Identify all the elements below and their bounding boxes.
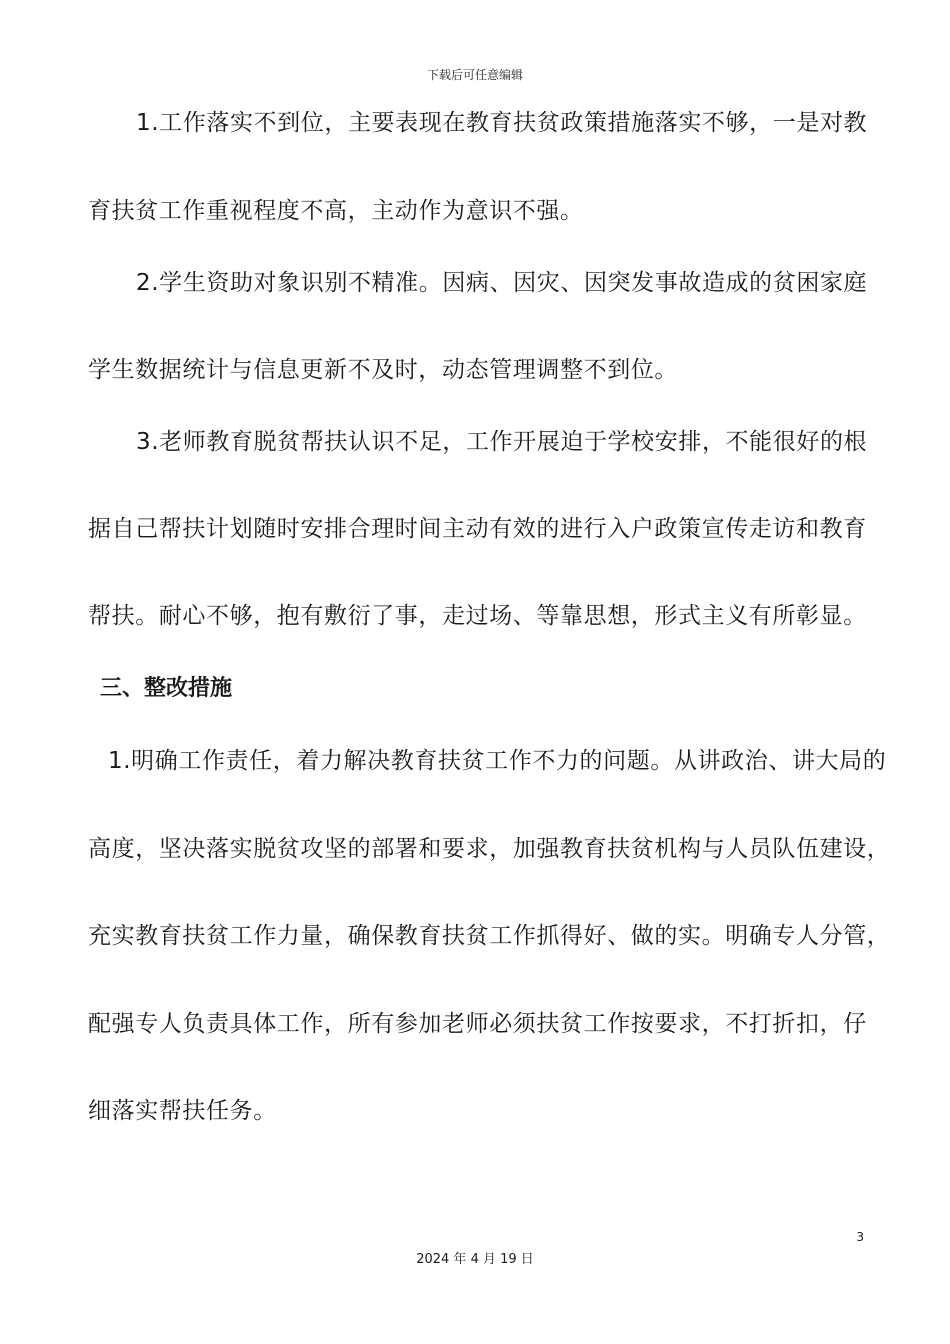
paragraph-2-line-1: 2.学生资助对象识别不精准。因病、因灾、因突发事故造成的贫困家庭: [136, 270, 868, 296]
measure-1-line-1: 1.明确工作责任，着力解决教育扶贫工作不力的问题。从讲政治、讲大局的: [108, 748, 887, 774]
paragraph-3-line-3: 帮扶。耐心不够，抱有敷衍了事，走过场、等靠思想，形式主义有所彰显。: [88, 603, 867, 629]
header-note: 下载后可任意编辑: [426, 68, 523, 82]
page-number: 3: [856, 1230, 864, 1244]
paragraph-3-line-1: 3.老师教育脱贫帮扶认识不足，工作开展迫于学校安排，不能很好的根: [136, 429, 868, 455]
paragraph-1-line-2: 育扶贫工作重视程度不高，主动作为意识不强。: [88, 198, 584, 224]
section-heading: 三、整改措施: [100, 676, 233, 701]
measure-1-line-4: 配强专人负责具体工作，所有参加老师必须扶贫工作按要求，不打折扣，仔: [88, 1011, 867, 1037]
paragraph-3-line-2: 据自己帮扶计划随时安排合理时间主动有效的进行入户政策宣传走访和教育: [88, 516, 867, 542]
measure-1-line-5: 细落实帮扶任务。: [88, 1098, 277, 1124]
footer-date: 2024 年 4 月 19 日: [416, 1252, 534, 1267]
paragraph-2-line-2: 学生数据统计与信息更新不及时，动态管理调整不到位。: [88, 357, 678, 383]
measure-1-line-3: 充实教育扶贫工作力量，确保教育扶贫工作抓得好、做的实。明确专人分管，: [88, 923, 891, 949]
measure-1-line-2: 高度，坚决落实脱贫攻坚的部署和要求，加强教育扶贫机构与人员队伍建设，: [88, 836, 891, 862]
paragraph-1-line-1: 1.工作落实不到位，主要表现在教育扶贫政策措施落实不够，一是对教: [136, 110, 868, 136]
